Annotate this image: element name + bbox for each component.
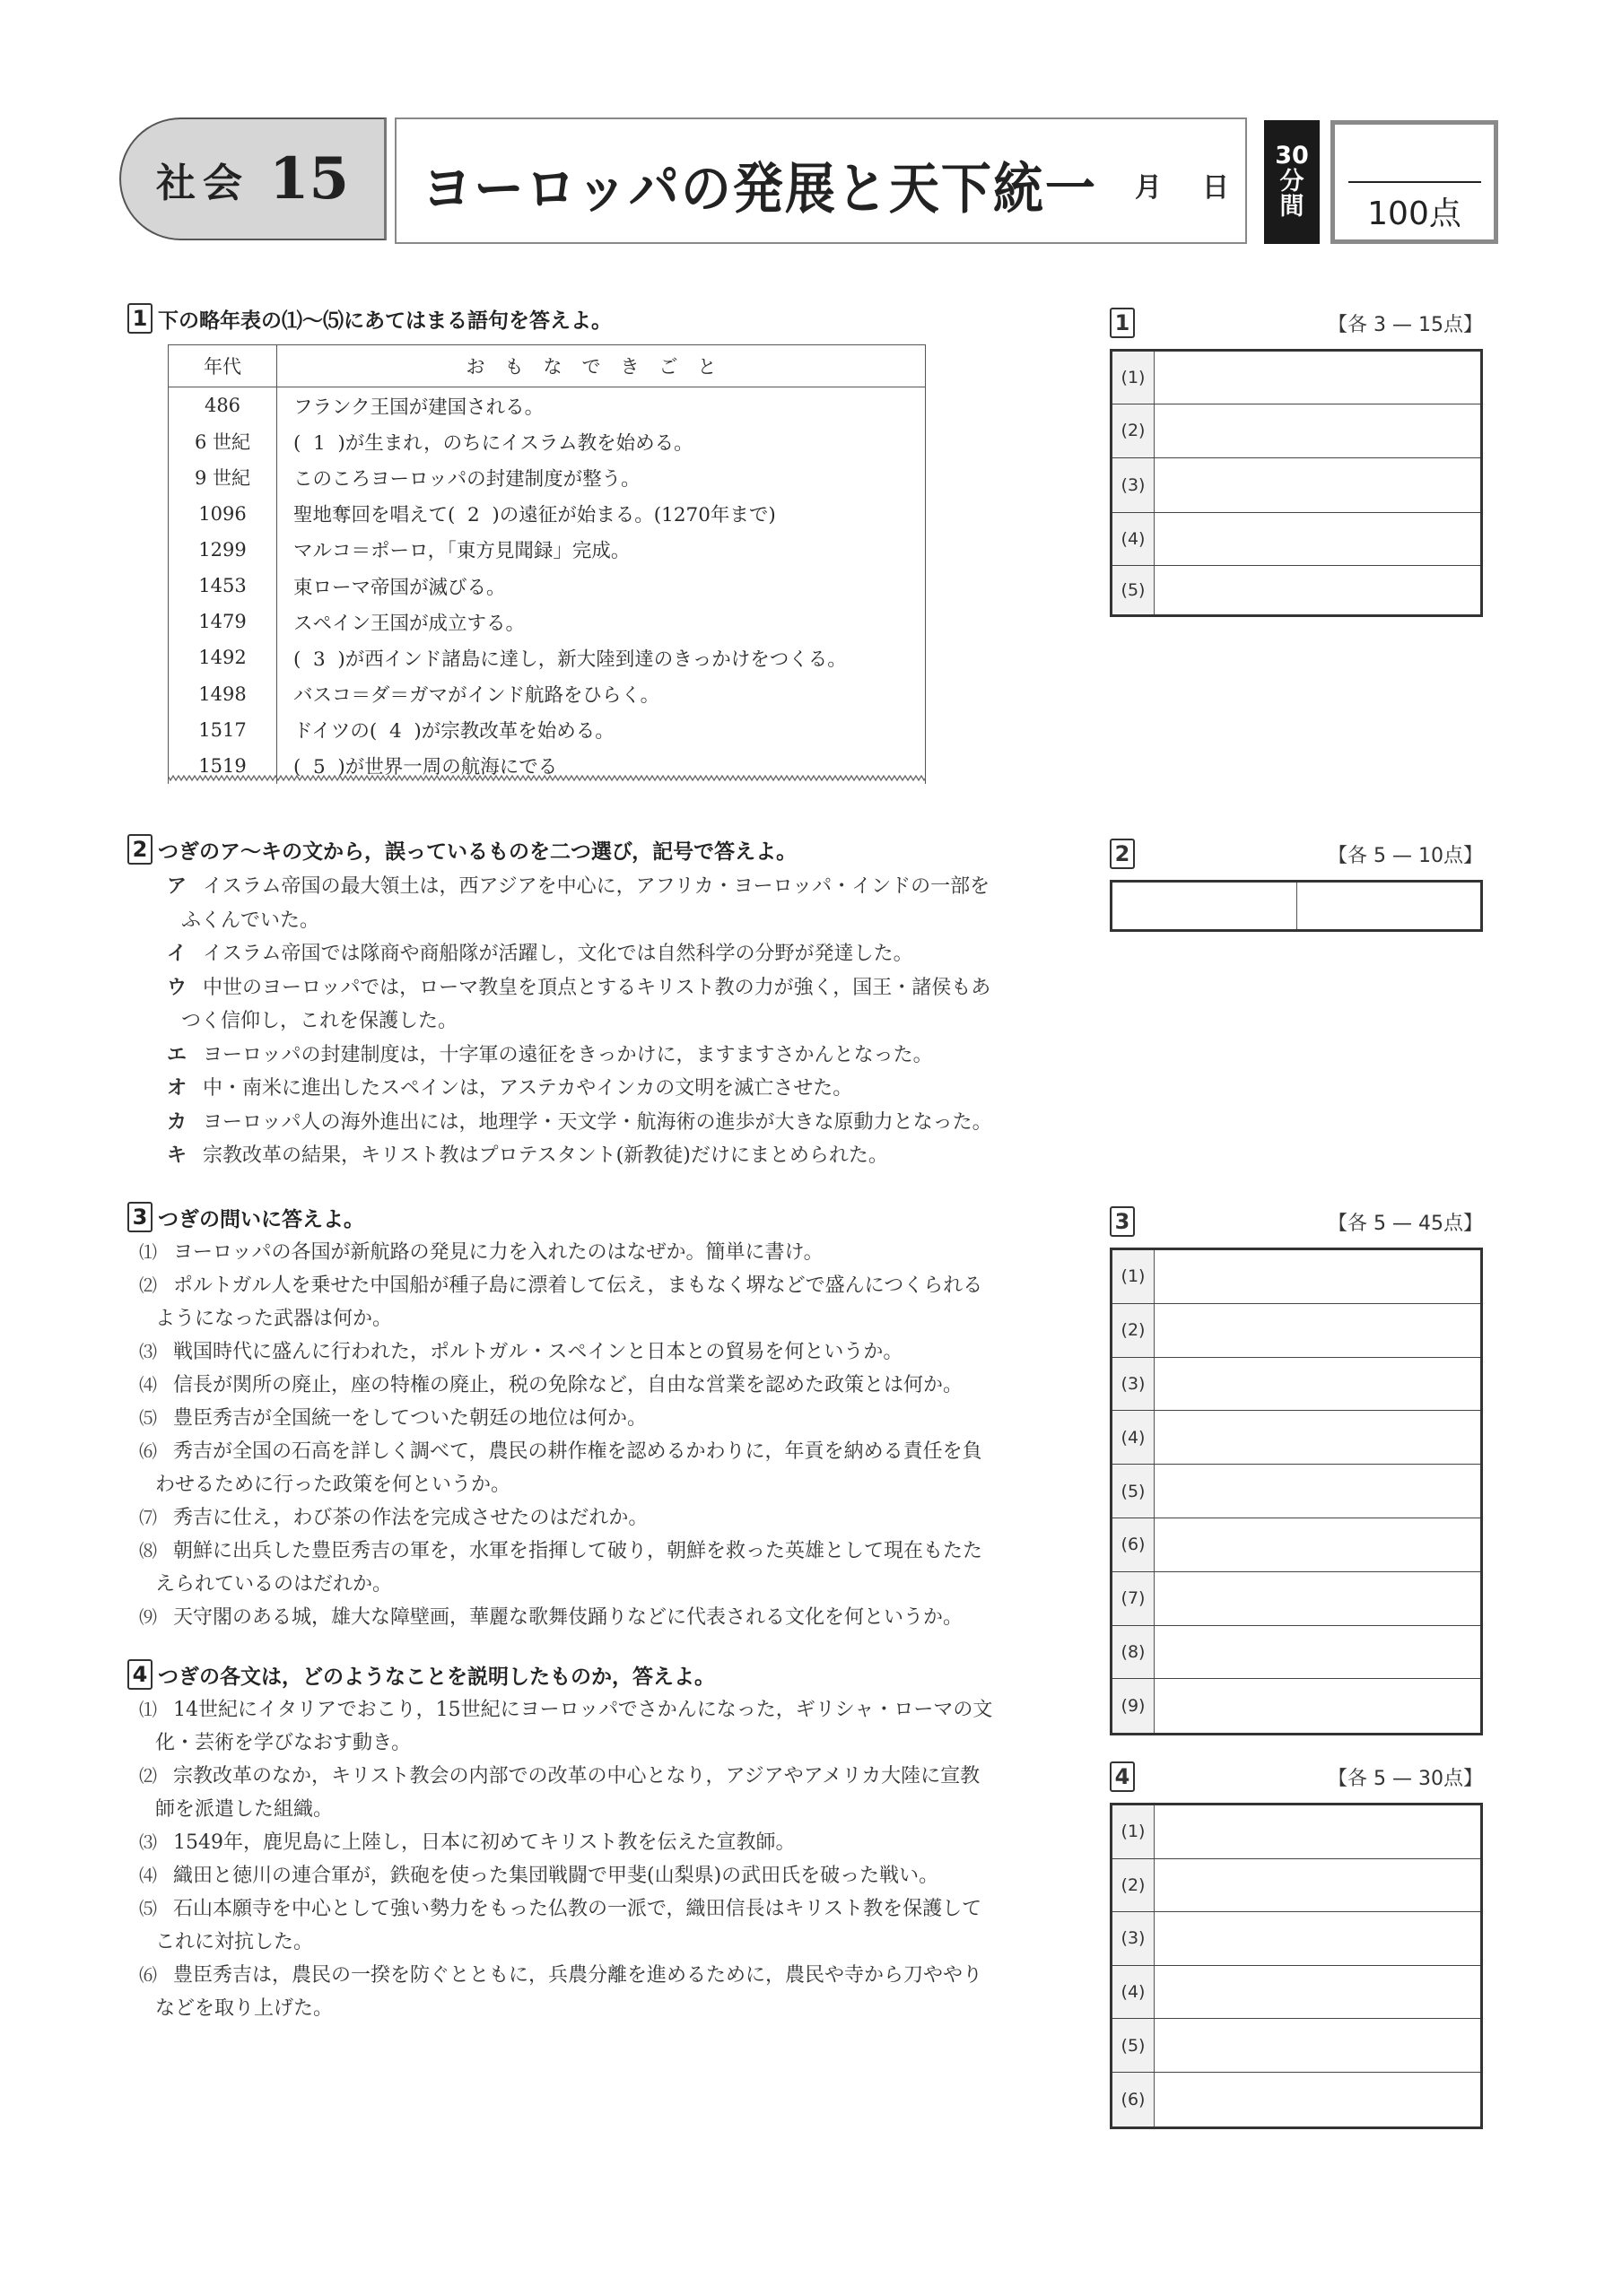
item-marker: ⑸: [139, 1898, 157, 1919]
list-item-line: [167, 937, 992, 971]
table-row: [169, 639, 925, 675]
answer-row-number: (5): [1112, 1465, 1155, 1518]
item-marker: キ: [167, 1144, 187, 1167]
answer-4-table: [1110, 1803, 1483, 2129]
answer-row-number: (9): [1112, 1679, 1155, 1733]
table-row: [169, 712, 925, 748]
time-limit-unit-1: 分: [1279, 167, 1304, 196]
item-marker: ウ: [167, 976, 187, 999]
answer-1-points: 【各 3 — 15点】: [1328, 313, 1483, 336]
item-marker: カ: [167, 1110, 187, 1134]
list-item-line: [167, 1106, 992, 1140]
event-cell: マルコ＝ポーロ，「東方見聞録」完成。: [293, 540, 631, 563]
list-item-line: [167, 971, 992, 1005]
answer-row[interactable]: [1112, 352, 1480, 404]
item-marker: ⑷: [139, 1374, 157, 1396]
event-cell: 東ローマ帝国が滅びる。: [293, 576, 506, 599]
answer-row[interactable]: [1112, 1518, 1480, 1572]
item-text: 中世のヨーロッパでは，ローマ教皇を頂点とするキリスト教の力が強く，国王・諸侯もあ: [203, 976, 991, 999]
item-marker: ⑵: [139, 1765, 157, 1787]
item-indent: [139, 1726, 155, 1760]
table-row: [169, 676, 925, 712]
answer-input[interactable]: [1155, 352, 1480, 404]
answer-input[interactable]: [1155, 1358, 1480, 1411]
chronology-header-row: [169, 345, 925, 387]
answer-row[interactable]: [1112, 1805, 1480, 1859]
table-torn-edge: [168, 773, 926, 782]
list-item-line: [139, 1302, 982, 1335]
section-3-questions: [139, 1236, 982, 1634]
item-indent: [139, 1302, 155, 1335]
answer-row-number: (3): [1112, 458, 1155, 512]
section-1-number: 1: [127, 303, 153, 334]
list-item-line: [139, 1369, 982, 1402]
answer-row[interactable]: [1112, 1966, 1480, 2020]
item-text: 秀吉に仕え，わび茶の作法を完成させたのはだれか。: [173, 1507, 649, 1529]
answer-block-4: [1110, 1761, 1483, 2129]
list-item-line: [139, 1236, 982, 1269]
answer-input[interactable]: [1155, 1679, 1480, 1733]
answer-input[interactable]: [1155, 1518, 1480, 1571]
column-header-year: 年代: [169, 345, 277, 387]
list-item-line: [139, 1402, 982, 1435]
page-title: ヨーロッパの発展と天下統一: [422, 157, 1097, 222]
date-month-field[interactable]: 月: [1135, 172, 1162, 204]
list-item-line: [167, 1004, 992, 1039]
time-limit-number: 30: [1275, 142, 1309, 170]
answer-row-number: (5): [1112, 2019, 1155, 2072]
answer-row-number: (8): [1112, 1626, 1155, 1679]
section-2-header: [127, 834, 797, 865]
item-indent: [139, 1468, 155, 1501]
year-cell: 1096: [169, 496, 277, 532]
subject-label: 社会: [155, 160, 249, 206]
item-indent: [139, 1926, 155, 1959]
answer-row[interactable]: [1112, 1411, 1480, 1465]
item-text: 師を派遣した組織。: [155, 1798, 334, 1821]
item-text: 織田と徳川の連合軍が，鉄砲を使った集団戦闘で甲斐(山梨県)の武田氏を破った戦い。: [173, 1865, 939, 1887]
answer-1-label: 1: [1110, 308, 1135, 338]
item-text: 宗教改革のなか，キリスト教会の内部での改革の中心となり，アジアやアメリカ大陸に宣教: [173, 1765, 981, 1787]
answer-2-label: 2: [1110, 839, 1135, 869]
table-row: [169, 496, 925, 532]
answer-row-number: (4): [1112, 1966, 1155, 2019]
date-day-field[interactable]: 日: [1202, 172, 1229, 204]
list-item-line: [139, 1859, 992, 1892]
answer-input[interactable]: [1155, 2073, 1480, 2126]
item-indent: [139, 1992, 155, 2025]
answer-3-label: 3: [1110, 1206, 1135, 1237]
answer-input[interactable]: [1155, 1465, 1480, 1518]
answer-row-number: (1): [1112, 1250, 1155, 1303]
item-marker: ⑼: [139, 1606, 157, 1628]
answer-row-number: (7): [1112, 1572, 1155, 1625]
section-1-header: [127, 303, 612, 334]
table-row: [169, 604, 925, 639]
answer-row[interactable]: [1112, 404, 1480, 459]
year-cell: 1453: [169, 568, 277, 604]
section-2-number: 2: [127, 834, 153, 865]
item-marker: ⑺: [139, 1507, 157, 1528]
item-marker: ア: [167, 875, 187, 898]
answer-row-number: (6): [1112, 2073, 1155, 2126]
section-3-instruction: つぎの問いに答えよ。: [158, 1207, 364, 1231]
answer-4-points: 【各 5 — 30点】: [1328, 1767, 1483, 1790]
list-item-line: [139, 1335, 982, 1369]
year-cell: 486: [169, 387, 277, 423]
answer-row-number: (2): [1112, 1304, 1155, 1357]
answer-block-3: [1110, 1206, 1483, 1735]
list-item-line: [139, 1992, 992, 2025]
item-marker: エ: [167, 1043, 187, 1066]
answer-row-number: (5): [1112, 566, 1155, 614]
answer-row[interactable]: [1112, 1679, 1480, 1733]
list-item-line: [167, 904, 992, 938]
item-marker: ⑶: [139, 1341, 157, 1362]
list-item-line: [139, 1926, 992, 1959]
item-text: ヨーロッパの封建制度は，十字軍の遠征をきっかけに，ますますさかんとなった。: [203, 1043, 933, 1066]
answer-4-label: 4: [1110, 1761, 1135, 1792]
answer-input[interactable]: [1155, 1626, 1480, 1679]
item-text: 化・芸術を学びなおす動き。: [155, 1732, 412, 1754]
answer-input[interactable]: [1155, 1805, 1480, 1858]
answer-row-number: (3): [1112, 1358, 1155, 1411]
item-text: これに対抗した。: [155, 1931, 314, 1953]
section-3-number: 3: [127, 1202, 153, 1232]
answer-row[interactable]: [1112, 2019, 1480, 2073]
item-text: ふくんでいた。: [181, 909, 320, 932]
answer-row[interactable]: [1112, 1358, 1480, 1412]
table-row: [169, 568, 925, 604]
score-fraction-line: [1348, 181, 1481, 183]
answer-input[interactable]: [1155, 513, 1480, 566]
section-1-instruction: 下の略年表の⑴〜⑸にあてはまる語句を答えよ。: [158, 309, 612, 333]
list-item-line: [139, 1793, 992, 1826]
item-indent: [139, 1793, 155, 1826]
answer-input[interactable]: [1155, 1572, 1480, 1625]
answer-input[interactable]: [1155, 1859, 1480, 1912]
score-total: 100点: [1367, 196, 1461, 232]
item-marker: ⑷: [139, 1865, 157, 1886]
item-text: 14世紀にイタリアでおこり，15世紀にヨーロッパでさかんになった，ギリシャ・ローマの文: [173, 1699, 993, 1721]
list-item-line: [139, 1501, 982, 1535]
answer-row[interactable]: [1112, 1912, 1480, 1966]
table-row: [169, 459, 925, 495]
answer-row[interactable]: [1112, 1859, 1480, 1913]
answer-row[interactable]: [1112, 1250, 1480, 1304]
answer-row[interactable]: [1112, 513, 1480, 567]
item-indent: [167, 1004, 181, 1039]
answer-input[interactable]: [1155, 1966, 1480, 2019]
item-text: 天守閣のある城，雄大な障壁画，華麗な歌舞伎踊りなどに代表される文化を何というか。: [173, 1606, 964, 1629]
answer-row-number: (4): [1112, 1411, 1155, 1464]
answer-1-header: [1110, 308, 1483, 338]
list-item-line: [139, 1959, 992, 1992]
answer-row[interactable]: [1112, 1626, 1480, 1680]
item-text: 1549年，鹿児島に上陸し，日本に初めてキリスト教を伝えた宣教師。: [173, 1831, 796, 1854]
event-cell: ( 5 )が世界一周の航海にでる: [293, 756, 558, 779]
event-cell: 聖地奪回を唱えて( 2 )の遠征が始まる。(1270年まで): [293, 504, 776, 527]
answer-input[interactable]: [1155, 1304, 1480, 1357]
event-cell: バスコ＝ダ＝ガマがインド航路をひらく。: [293, 684, 660, 708]
item-text: 秀吉が全国の石高を詳しく調べて，農民の耕作権を認めるかわりに，年貢を納める責任を負: [173, 1440, 982, 1463]
item-text: ようになった武器は何か。: [155, 1308, 393, 1330]
answer-input[interactable]: [1155, 1912, 1480, 1965]
list-item-line: [167, 1072, 992, 1106]
section-4-number: 4: [127, 1659, 153, 1690]
chronology-table: [168, 344, 926, 784]
subject-tab: [119, 117, 387, 240]
answer-2-cell-2[interactable]: [1297, 883, 1481, 929]
item-text: 宗教改革の結果，キリスト教はプロテスタント(新教徒)だけにまとめられた。: [203, 1144, 888, 1167]
answer-1-table: [1110, 349, 1483, 617]
year-cell: 1519: [169, 748, 277, 784]
item-marker: ⑸: [139, 1407, 157, 1429]
answer-input[interactable]: [1155, 1411, 1480, 1464]
answer-row-number: (4): [1112, 513, 1155, 566]
item-text: 朝鮮に出兵した豊臣秀吉の軍を，水軍を指揮して破り，朝鮮を救った英雄として現在もたた: [173, 1540, 983, 1562]
year-cell: 1492: [169, 639, 277, 675]
answer-2-table: [1110, 880, 1483, 932]
answer-block-2: [1110, 839, 1483, 932]
answer-input[interactable]: [1155, 458, 1480, 512]
answer-row[interactable]: [1112, 566, 1480, 614]
answer-2-points: 【各 5 — 10点】: [1328, 844, 1483, 867]
answer-3-table: [1110, 1248, 1483, 1735]
item-marker: ⑹: [139, 1440, 157, 1462]
answer-row-number: (1): [1112, 352, 1155, 404]
list-item-line: [139, 1269, 982, 1302]
list-item-line: [167, 1039, 992, 1073]
list-item-line: [139, 1826, 992, 1859]
item-marker: ⑵: [139, 1274, 157, 1296]
item-text: イスラム帝国では隊商や商船隊が活躍し，文化では自然科学の分野が発達した。: [203, 943, 913, 965]
answer-input[interactable]: [1155, 1250, 1480, 1303]
item-text: つく信仰し，これを保護した。: [181, 1010, 458, 1032]
answer-row-number: (6): [1112, 1518, 1155, 1571]
event-cell: ドイツの( 4 )が宗教改革を始める。: [293, 720, 615, 744]
item-marker: ⑴: [139, 1699, 157, 1720]
list-item-line: [139, 1726, 992, 1760]
answer-block-1: [1110, 308, 1483, 617]
item-text: ポルトガル人を乗せた中国船が種子島に漂着して伝え，まもなく堺などで盛んにつくられる: [173, 1274, 983, 1297]
section-4-descriptions: [139, 1693, 992, 2025]
item-text: 戦国時代に盛んに行われた，ポルトガル・スペインと日本との貿易を何というか。: [173, 1341, 903, 1363]
item-marker: ⑹: [139, 1964, 157, 1986]
year-cell: 6 世紀: [169, 423, 277, 459]
time-limit-unit-2: 間: [1279, 193, 1304, 222]
answer-row[interactable]: [1112, 1465, 1480, 1518]
item-text: ヨーロッパの各国が新航路の発見に力を入れたのはなぜか。簡単に書け。: [173, 1241, 824, 1264]
item-marker: ⑴: [139, 1241, 157, 1263]
table-row: [169, 532, 925, 568]
list-item-line: [139, 1568, 982, 1601]
list-item-line: [139, 1468, 982, 1501]
column-header-event: おもなできごと: [466, 356, 737, 378]
list-item-line: [139, 1760, 992, 1793]
list-item-line: [139, 1601, 982, 1634]
item-text: などを取り上げた。: [155, 1997, 334, 2020]
answer-input[interactable]: [1155, 2019, 1480, 2072]
answer-row[interactable]: [1112, 1572, 1480, 1626]
list-item-line: [139, 1693, 992, 1726]
answer-row[interactable]: [1112, 1304, 1480, 1358]
answer-3-points: 【各 5 — 45点】: [1328, 1212, 1483, 1235]
item-text: 信長が関所の廃止，座の特権の廃止，税の免除など，自由な営業を認めた政策とは何か。: [173, 1374, 964, 1396]
answer-row-number: (2): [1112, 404, 1155, 458]
answer-4-header: [1110, 1761, 1483, 1792]
item-text: 中・南米に進出したスペインは，アステカやインカの文明を滅亡させた。: [203, 1077, 853, 1100]
table-row: [169, 387, 925, 423]
event-cell: このころヨーロッパの封建制度が整う。: [293, 467, 641, 491]
answer-2-header: [1110, 839, 1483, 869]
item-text: 石山本願寺を中心として強い勢力をもった仏教の一派で，織田信長はキリスト教を保護して: [173, 1898, 982, 1920]
item-text: 豊臣秀吉は，農民の一揆を防ぐとともに，兵農分離を進めるために，農民や寺から刀ややり: [173, 1964, 983, 1987]
section-3-header: [127, 1202, 364, 1232]
section-4-instruction: つぎの各文は，どのようなことを説明したものか，答えよ。: [158, 1665, 715, 1689]
answer-row[interactable]: [1112, 458, 1480, 513]
event-cell: フランク王国が建国される。: [293, 396, 545, 419]
list-item-line: [139, 1435, 982, 1468]
list-item-line: [167, 1139, 992, 1173]
answer-2-cell-1[interactable]: [1112, 883, 1297, 929]
item-text: イスラム帝国の最大領土は，西アジアを中心に，アフリカ・ヨーロッパ・インドの一部を: [203, 875, 990, 898]
answer-row-number: (1): [1112, 1805, 1155, 1858]
event-cell: ( 3 )が西インド諸島に達し，新大陸到達のきっかけをつくる。: [293, 648, 847, 671]
answer-input[interactable]: [1155, 566, 1480, 614]
time-limit-badge: [1264, 120, 1320, 244]
event-cell: スペイン王国が成立する。: [293, 612, 526, 635]
section-2-statements: [167, 870, 992, 1173]
section-2-instruction: つぎのア〜キの文から，誤っているものを二つ選び，記号で答えよ。: [158, 839, 798, 864]
table-row: [169, 423, 925, 459]
answer-row-number: (3): [1112, 1912, 1155, 1965]
year-cell: 1517: [169, 712, 277, 748]
list-item-line: [139, 1892, 992, 1926]
item-text: えられているのはだれか。: [155, 1573, 393, 1596]
year-cell: 1479: [169, 604, 277, 639]
list-item-line: [139, 1535, 982, 1568]
year-cell: 9 世紀: [169, 459, 277, 495]
item-indent: [167, 904, 181, 938]
year-cell: 1299: [169, 532, 277, 568]
answer-row-number: (2): [1112, 1859, 1155, 1912]
unit-number: 15: [268, 145, 350, 213]
section-4-header: [127, 1659, 715, 1690]
event-cell: ( 1 )が生まれ，のちにイスラム教を始める。: [293, 431, 693, 455]
item-marker: ⑻: [139, 1540, 157, 1561]
answer-input[interactable]: [1155, 404, 1480, 458]
answer-3-header: [1110, 1206, 1483, 1237]
item-text: わせるために行った政策を何というか。: [155, 1474, 511, 1496]
item-indent: [139, 1568, 155, 1601]
item-marker: ⑶: [139, 1831, 157, 1853]
list-item-line: [167, 870, 992, 904]
item-text: ヨーロッパ人の海外進出には，地理学・天文学・航海術の進歩が大きな原動力となった。: [203, 1110, 992, 1134]
year-cell: 1498: [169, 676, 277, 712]
item-marker: イ: [167, 943, 187, 965]
item-text: 豊臣秀吉が全国統一をしてついた朝廷の地位は何か。: [173, 1407, 648, 1430]
answer-row[interactable]: [1112, 2073, 1480, 2126]
item-marker: オ: [167, 1077, 187, 1100]
